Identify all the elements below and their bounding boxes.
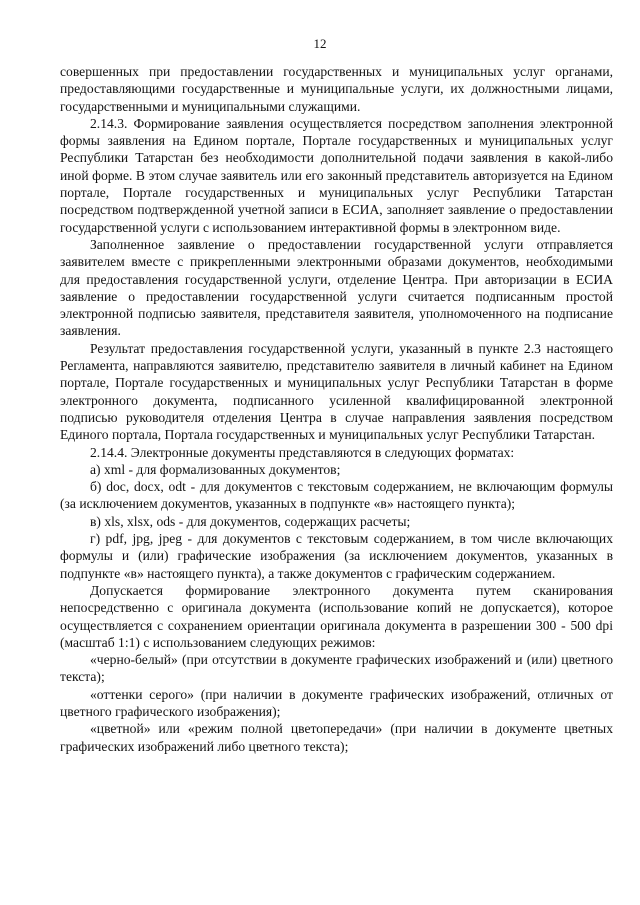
mode-color: «цветной» или «режим полной цветопередачи» (при наличии в документе цветных графических изображений либо цветного текста); [60,721,613,754]
paragraph-continuation: совершенных при предоставлении государственных и муниципальных услуг органами, предоставляющими государственные и муниципальные услуги, их должностными лицами, государственными и муниципальными служащими. [60,64,613,114]
mode-grayscale: «оттенки серого» (при наличии в документе графических изображений, отличных от цветного графического изображения); [60,686,613,719]
body-text [60,63,613,755]
list-item-a: а) xml - для формализованных документов; [90,461,341,477]
mode-black-white: «черно-белый» (при отсутствии в документе графических изображений и (или) цветного текста); [60,652,613,685]
paragraph-service-result: Результат предоставления государственной услуги, указанный в пункте 2.3 настоящего Регламента, направляются заявителю, представителю заявителя в личный кабинет на Едином портале, Портале государственных и муниципальных услуг Республики Татарстан в форме электронного документа, подписанного усиленной квалифицированной электронной подписью руководителя отделения Центра в случае направления заявления посредством Единого портала, Портала государственных и муниципальных услуг Республики Татарстан. [60,340,613,443]
paragraph-2-14-3: 2.14.3. Формирование заявления осуществляется посредством заполнения электронной формы заявления на Едином портале, Портале государственных и муниципальных услуг Республики Татарстан без необходимости дополнительной подачи заявления в какой-либо иной форме. В этом случае заявитель или его законный представитель авторизуется на Едином портале, Портале государственных и муниципальных услуг Республики Татарстан посредством подтвержденной учетной записи в ЕСИА, заполняет заявление о предоставлении государственной услуги с использованием интерактивной формы в электронном виде. [60,115,613,235]
paragraph-scanning: Допускается формирование электронного документа путем сканирования непосредственно с оригинала документа (использование копий не допускается), которое осуществляется с сохранением ориентации оригинала документа в разрешении 300 - 500 dpi (масштаб 1:1) с использованием следующих режимов: [60,582,613,650]
list-item-b: б) doc, docx, odt - для документов с текстовым содержанием, не включающим формулы (за исключением документов, указанных в подпункте «в» настоящего пункта); [60,479,613,512]
list-item-g: г) pdf, jpg, jpeg - для документов с текстовым содержанием, в том числе включающих формулы и (или) графические изображения (за исключением документов, указанных в подпункте «в» настоящего пункта), а также документов с графическим содержанием. [60,531,613,581]
paragraph-2-14-4: 2.14.4. Электронные документы представляются в следующих форматах: [90,444,515,460]
paragraph-submitted-application: Заполненное заявление о предоставлении государственной услуги отправляется заявителем вместе с прикрепленными электронными образами документов, необходимыми для предоставления государственной услуги, отделение Центра. При авторизации в ЕСИА заявление о предоставлении государственной услуги считается подписанным простой электронной подписью заявителя, представителя заявителя, уполномоченного на подписание заявления. [60,236,613,339]
list-item-v: в) xls, xlsx, ods - для документов, содержащих расчеты; [90,513,411,529]
page-number: 12 [313,36,327,51]
